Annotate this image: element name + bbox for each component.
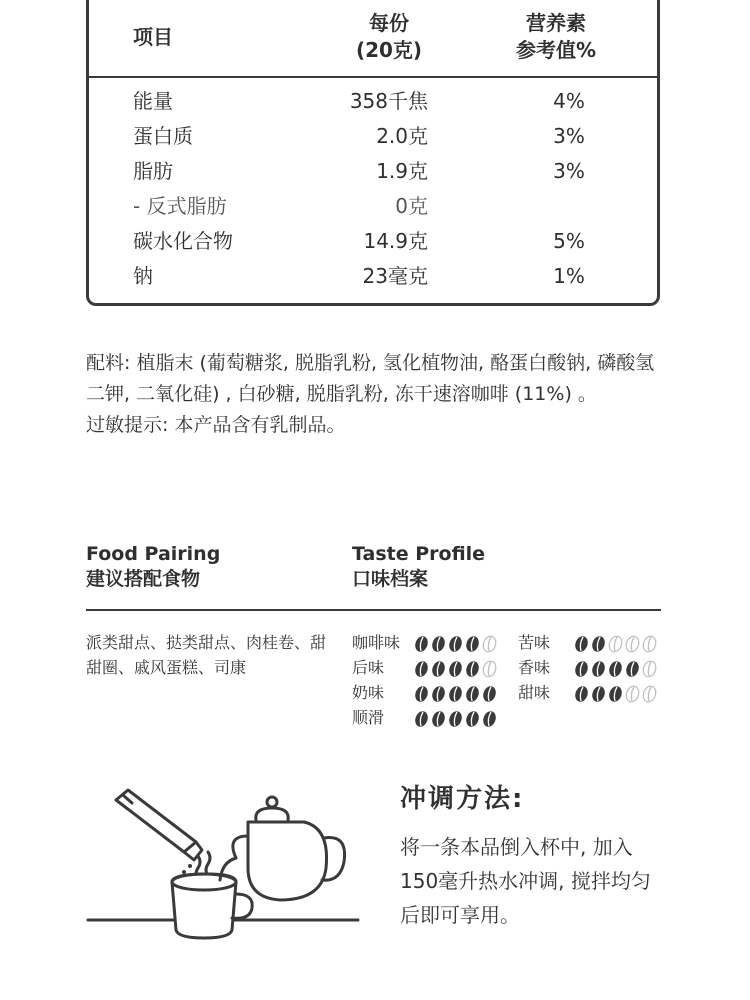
row-nrv: 3% <box>553 159 585 183</box>
coffee-bean-filled-icon <box>574 635 589 653</box>
coffee-bean-filled-icon <box>608 685 623 703</box>
taste-item <box>352 681 499 706</box>
coffee-bean-empty-icon <box>608 635 623 653</box>
coffee-bean-filled-icon <box>574 685 589 703</box>
food-pairing-heading <box>86 542 220 592</box>
header-item: 项目 <box>133 25 173 49</box>
row-amount: 14.9克 <box>363 229 428 253</box>
coffee-bean-filled-icon <box>608 660 623 678</box>
brewing-instructions: 将一条本品倒入杯中, 加入150毫升热水冲调, 搅拌均匀后即可享用。 <box>400 835 651 927</box>
taste-item <box>352 706 499 731</box>
row-name: 钠 <box>133 264 153 288</box>
coffee-bean-filled-icon <box>465 685 480 703</box>
table-row <box>89 84 657 119</box>
row-amount: 1.9克 <box>376 159 428 183</box>
coffee-bean-filled-icon <box>574 660 589 678</box>
nutrition-table-header <box>89 0 657 78</box>
coffee-bean-filled-icon <box>465 660 480 678</box>
taste-rating <box>574 657 659 681</box>
sachet-icon <box>116 790 202 860</box>
row-nrv: 3% <box>553 124 585 148</box>
taste-profile-title-en: Taste Profile <box>352 543 486 565</box>
taste-label: 苦味 <box>518 633 551 652</box>
coffee-bean-filled-icon <box>465 635 480 653</box>
taste-item <box>352 656 499 681</box>
coffee-bean-empty-icon <box>482 660 497 678</box>
row-amount: 2.0克 <box>376 124 428 148</box>
taste-rating <box>574 632 659 656</box>
brewing-illustration <box>86 782 376 952</box>
coffee-bean-filled-icon <box>591 635 606 653</box>
coffee-bean-filled-icon <box>465 710 480 728</box>
taste-rating <box>414 682 499 706</box>
taste-label: 甜味 <box>518 683 551 702</box>
header-per-serving <box>334 10 444 64</box>
coffee-bean-filled-icon <box>625 660 640 678</box>
taste-label: 奶味 <box>352 683 385 702</box>
row-amount: 0克 <box>395 194 428 218</box>
coffee-bean-filled-icon <box>414 710 429 728</box>
row-nrv: 1% <box>553 264 585 288</box>
coffee-bean-empty-icon <box>642 685 657 703</box>
coffee-bean-filled-icon <box>482 685 497 703</box>
nutrition-table <box>86 0 660 306</box>
header-per-line2: (20克) <box>355 38 423 62</box>
taste-item <box>518 631 659 656</box>
coffee-bean-filled-icon <box>414 635 429 653</box>
table-row <box>89 259 657 294</box>
header-per-line1: 每份 <box>369 11 409 35</box>
coffee-bean-filled-icon <box>431 710 446 728</box>
coffee-bean-filled-icon <box>448 660 463 678</box>
row-name: 脂肪 <box>133 159 173 183</box>
coffee-bean-filled-icon <box>414 660 429 678</box>
taste-profile-title-cn: 口味档案 <box>352 568 429 590</box>
table-row <box>89 119 657 154</box>
food-pairing-title-en: Food Pairing <box>86 543 221 565</box>
header-nrv-line2: 参考值% <box>515 38 597 62</box>
row-name: 蛋白质 <box>133 124 193 148</box>
ingredients-text: 配料: 植脂末 (葡萄糖浆, 脱脂乳粉, 氢化植物油, 酪蛋白酸钠, 磷酸氢二钾, 二氧化硅) , 白砂糖, 脱脂乳粉, 冻干速溶咖啡 (11%) 。 <box>86 352 655 405</box>
coffee-bean-filled-icon <box>431 635 446 653</box>
coffee-bean-filled-icon <box>482 710 497 728</box>
table-row <box>89 224 657 259</box>
header-nrv-line1: 营养素 <box>526 11 586 35</box>
taste-rating <box>414 707 499 731</box>
taste-label: 香味 <box>518 658 551 677</box>
row-nrv: 4% <box>553 89 585 113</box>
row-amount: 23毫克 <box>362 264 428 288</box>
food-pairing-text: 派类甜点、挞类甜点、肉桂卷、甜甜圈、戚风蛋糕、司康 <box>86 633 327 677</box>
food-pairing-title-cn: 建议搭配食物 <box>86 568 201 590</box>
coffee-bean-filled-icon <box>414 685 429 703</box>
row-name: 碳水化合物 <box>133 229 233 253</box>
ingredients-block <box>86 348 666 441</box>
brewing-title: 冲调方法: <box>400 784 525 814</box>
coffee-bean-filled-icon <box>591 660 606 678</box>
row-amount: 358千焦 <box>349 89 428 113</box>
taste-rating <box>414 657 499 681</box>
row-name: 能量 <box>133 89 173 113</box>
taste-label: 咖啡味 <box>352 633 401 652</box>
coffee-bean-filled-icon <box>448 635 463 653</box>
section-divider <box>86 609 661 611</box>
allergy-notice: 过敏提示: 本产品含有乳制品。 <box>86 414 346 436</box>
coffee-bean-filled-icon <box>448 685 463 703</box>
coffee-bean-filled-icon <box>591 685 606 703</box>
header-nrv <box>501 10 611 64</box>
coffee-bean-empty-icon <box>625 635 640 653</box>
taste-profile-heading <box>352 542 485 592</box>
teapot-icon <box>233 797 345 900</box>
table-row <box>89 189 657 224</box>
row-name: - 反式脂肪 <box>133 194 227 218</box>
coffee-bean-empty-icon <box>625 685 640 703</box>
coffee-bean-filled-icon <box>431 685 446 703</box>
coffee-bean-filled-icon <box>448 710 463 728</box>
row-nrv: 5% <box>553 229 585 253</box>
taste-label: 后味 <box>352 658 385 677</box>
coffee-bean-empty-icon <box>642 660 657 678</box>
taste-item <box>518 656 659 681</box>
taste-rating <box>574 682 659 706</box>
coffee-bean-empty-icon <box>642 635 657 653</box>
taste-label: 顺滑 <box>352 708 385 727</box>
cup-icon <box>172 874 252 938</box>
taste-item <box>518 681 659 706</box>
coffee-bean-empty-icon <box>482 635 497 653</box>
taste-rating <box>414 632 499 656</box>
taste-item <box>352 631 499 656</box>
coffee-bean-filled-icon <box>431 660 446 678</box>
table-row <box>89 154 657 189</box>
